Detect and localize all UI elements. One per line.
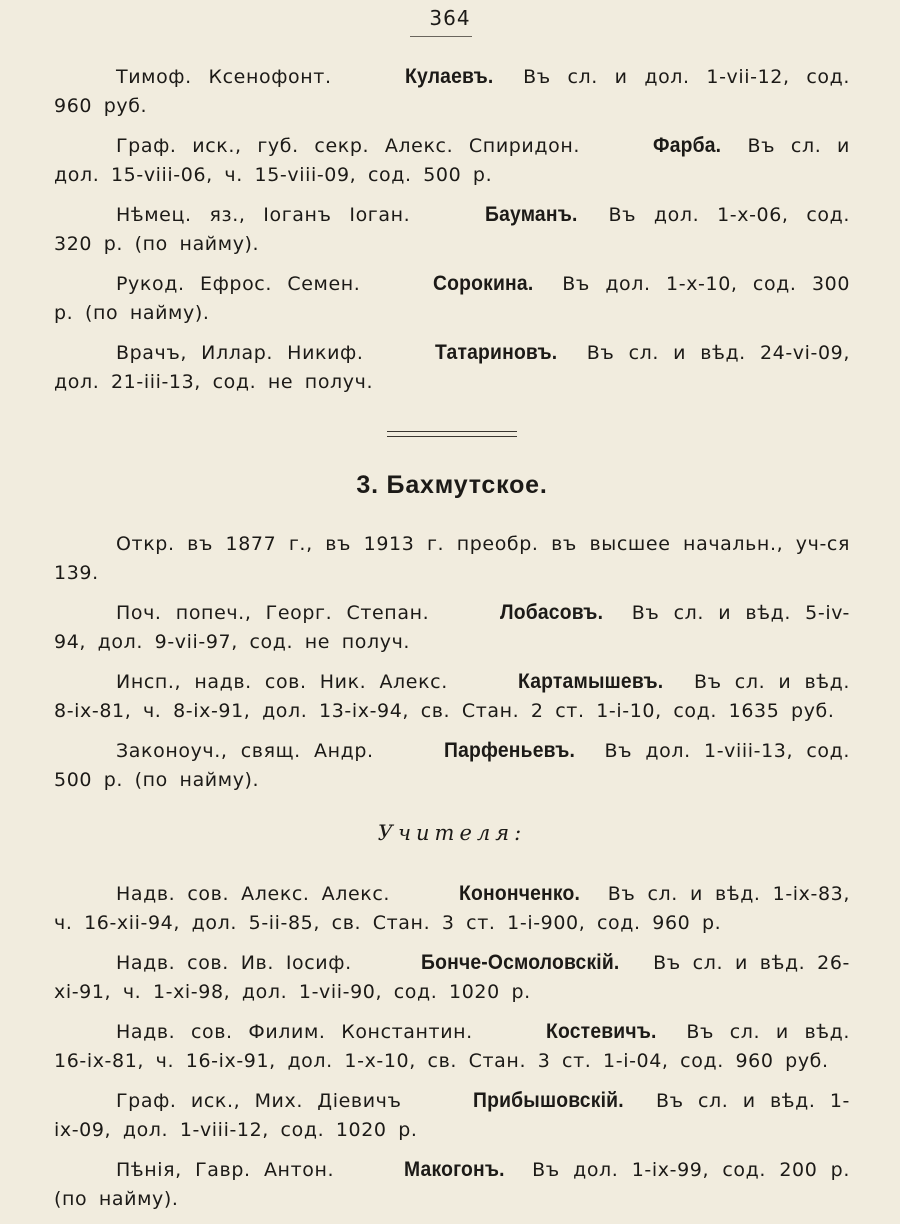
entry-text: Надв. сов. Филим. Константин. <box>116 1021 489 1043</box>
person-name: Фарба. <box>652 134 721 157</box>
entry-text: Законоуч., свящ. Андр. <box>116 740 387 762</box>
entry <box>54 879 850 938</box>
entry <box>54 1155 850 1214</box>
entries-teachers <box>54 879 850 1214</box>
person-name: Кулаевъ. <box>405 65 494 88</box>
entry-text: Надв. сов. Алекс. Алекс. <box>116 883 403 905</box>
person-name: Сорокина. <box>432 272 534 295</box>
entry <box>54 667 850 726</box>
person-name: Лобасовъ. <box>500 601 604 624</box>
person-name: Татариновъ. <box>434 341 558 364</box>
entry-details: Въ дол. 1-viii-13, сод. 500 р. (по найму). <box>54 740 850 791</box>
entry-text: Врачъ, Иллар. Никиф. <box>116 342 378 364</box>
entries-section <box>54 530 850 795</box>
subheading-teachers: Учителя: <box>377 821 527 845</box>
entry-text: Тимоф. Ксенофонт. <box>116 66 349 88</box>
entry <box>54 62 850 121</box>
person-name: Парфеньевъ. <box>443 739 575 762</box>
entry <box>54 736 850 795</box>
entry <box>54 1086 850 1145</box>
entry-text: Пѣнiя, Гавр. Антон. <box>116 1159 348 1181</box>
person-name: Костевичъ. <box>545 1020 657 1043</box>
entry-details: Въ дол. 1-ix-99, сод. 200 р. (по найму). <box>54 1159 850 1210</box>
entry <box>54 131 850 190</box>
entry <box>54 269 850 328</box>
person-name: Макогонъ. <box>404 1158 506 1181</box>
person-name: Прибышовскiй. <box>472 1089 624 1112</box>
entry-details: Въ дол. 1-x-10, сод. 300 р. (по найму). <box>54 273 851 324</box>
entry-details: Въ сл. и вѣд. 26-xi-91, ч. 1-xi-98, дол. 1-vii-90, сод. 1020 р. <box>54 952 851 1003</box>
entry-details: Въ сл. и дол. 1-vii-12, сод. 960 руб. <box>54 66 850 117</box>
entry-details: Въ сл. и вѣд. 5-iv-94, дол. 9-vii-97, сод. не получ. <box>54 602 850 653</box>
person-name: Бонче-Осмоловскiй. <box>420 951 620 974</box>
section-divider <box>387 431 517 437</box>
section-title: 3. Бахмутское. <box>356 471 548 499</box>
entry-details: Въ сл. и вѣд. 24-vi-09, дол. 21-iii-13, сод. не получ. <box>54 342 850 393</box>
page-content <box>54 62 850 1224</box>
entry-text: Поч. попеч., Георг. Степан. <box>116 602 444 624</box>
entry <box>54 948 850 1007</box>
entry-details: Въ сл. и вѣд. 8-ix-81, ч. 8-ix-91, дол. 13-ix-94, св. Стан. 2 ст. 1-i-10, сод. 1635 руб. <box>54 671 850 722</box>
entry <box>54 598 850 657</box>
person-name: Картамышевъ. <box>518 670 664 693</box>
entry-text: Надв. сов. Ив. Iосиф. <box>116 952 364 974</box>
entry-details: Въ сл. и дол. 15-viii-06, ч. 15-viii-09, сод. 500 р. <box>54 135 850 186</box>
entry <box>54 200 850 259</box>
entry-text: Граф. иск., губ. секр. Алекс. Спиридон. <box>116 135 596 157</box>
entry-text: Инсп., надв. сов. Ник. Алекс. <box>116 671 461 693</box>
entry-text: Рукод. Ефрос. Семен. <box>116 273 376 295</box>
person-name: Кононченко. <box>459 882 581 905</box>
entries-top <box>54 62 850 397</box>
page-number: 364 <box>429 6 471 30</box>
entry-details: Въ дол. 1-x-06, сод. 320 р. (по найму). <box>54 204 850 255</box>
entry-details: Въ сл. и вѣд. 16-ix-81, ч. 16-ix-91, дол. 1-x-10, св. Стан. 3 ст. 1-i-04, сод. 960 руб. <box>54 1021 850 1072</box>
entry-text: Нѣмец. яз., Iоганъ Iоган. <box>116 204 429 226</box>
entry-details: Въ сл. и вѣд. 1-ix-09, дол. 1-viii-12, сод. 1020 р. <box>54 1090 850 1141</box>
entry-text: Откр. въ 1877 г., въ 1913 г. преобр. въ высшее начальн., уч-ся 139. <box>54 533 850 584</box>
entry-text: Граф. иск., Мих. Дiевичъ <box>116 1090 416 1112</box>
entry <box>54 1017 850 1076</box>
entry <box>54 338 850 397</box>
entry <box>54 530 850 588</box>
entry-details: Въ сл. и вѣд. 1-ix-83, ч. 16-xii-94, дол. 5-ii-85, св. Стан. 3 ст. 1-i-900, сод. 960 р. <box>54 883 851 934</box>
page-number-rule <box>410 36 472 37</box>
person-name: Бауманъ. <box>485 203 578 226</box>
